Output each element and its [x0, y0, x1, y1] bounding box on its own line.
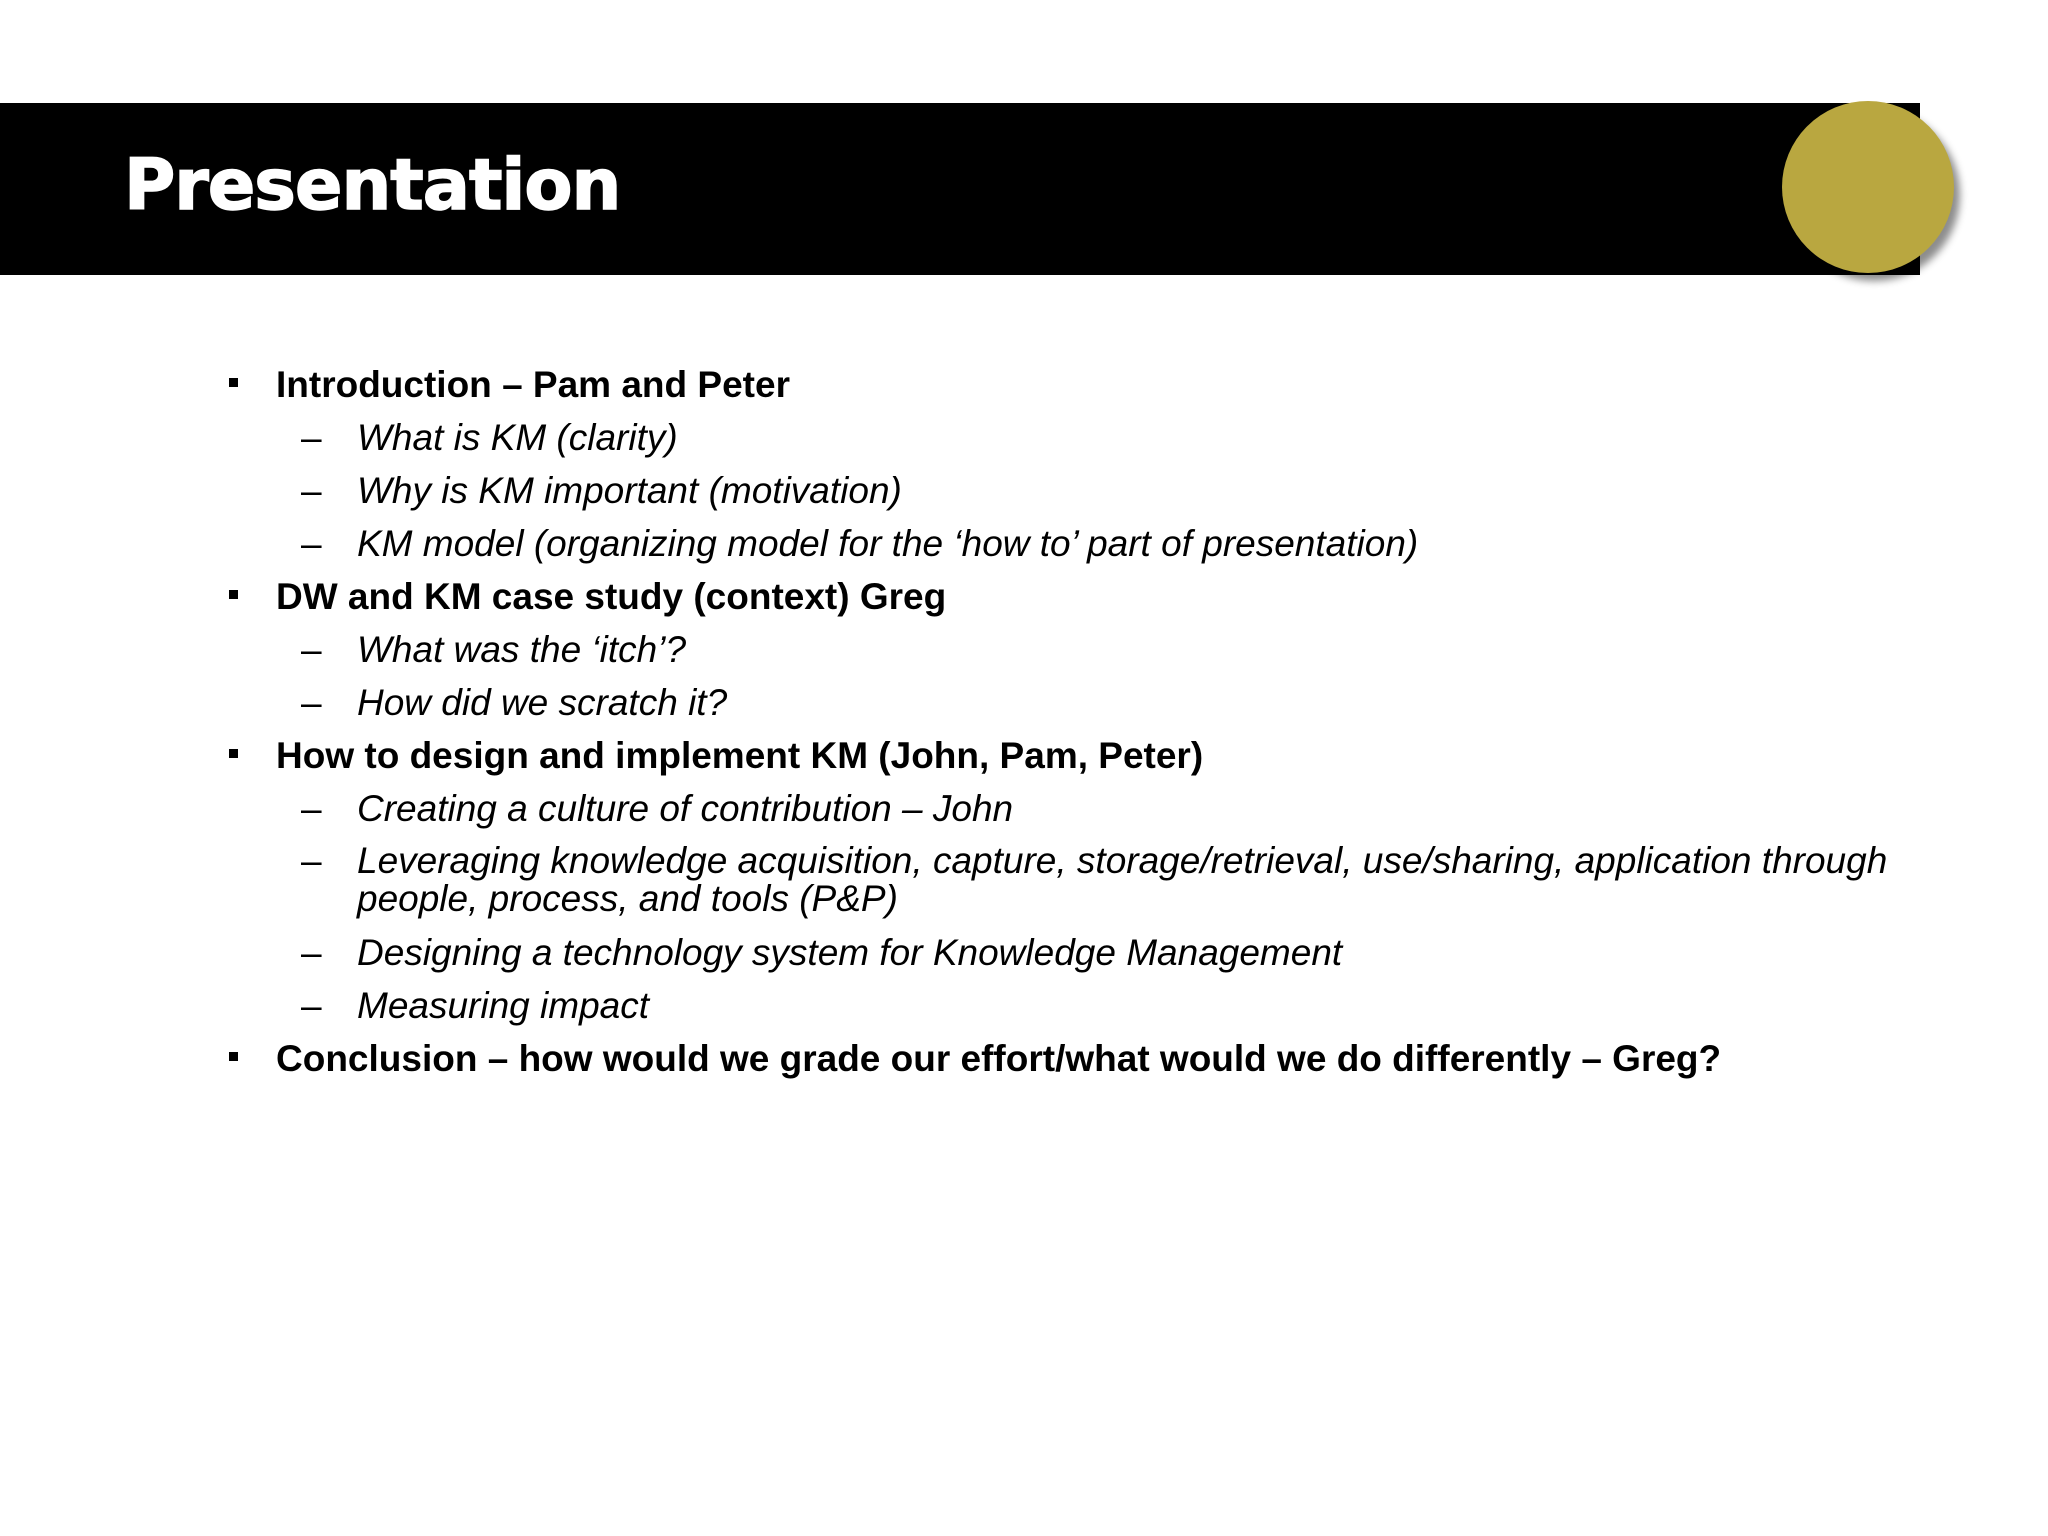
square-bullet-icon [229, 749, 238, 758]
sub-item [224, 517, 1904, 570]
bullet-text: How to design and implement KM (John, Pam, Peter) [276, 735, 1204, 776]
bullet-text: Conclusion – how would we grade our effort/what would we do differently – Greg? [276, 1038, 1722, 1079]
sub-item-text: Creating a culture of contribution – John [357, 788, 1014, 829]
bullet-item [224, 570, 1904, 623]
sub-item-text: KM model (organizing model for the ‘how to’ part of presentation) [357, 523, 1419, 564]
sub-item [224, 623, 1904, 676]
bullet-text: DW and KM case study (context) Greg [276, 576, 947, 617]
en-dash-icon: – [301, 523, 322, 564]
sub-item [224, 464, 1904, 517]
sub-item-text: Leveraging knowledge acquisition, capture, storage/retrieval, use/sharing, application through people, process, and tools (P&P) [357, 840, 1888, 919]
sub-item [224, 835, 1904, 926]
sub-item [224, 926, 1904, 979]
sub-item [224, 782, 1904, 835]
sub-item-text: Measuring impact [357, 985, 650, 1026]
bullet-item [224, 358, 1904, 411]
en-dash-icon: – [301, 682, 322, 723]
sub-item-text: What was the ‘itch’? [357, 629, 687, 670]
sub-item-text: What is KM (clarity) [357, 417, 678, 458]
sub-list [224, 782, 1904, 1032]
square-bullet-icon [229, 1052, 238, 1061]
square-bullet-icon [229, 590, 238, 599]
sub-item-text: How did we scratch it? [357, 682, 728, 723]
en-dash-icon: – [301, 417, 322, 458]
en-dash-icon: – [301, 985, 322, 1026]
sub-item [224, 676, 1904, 729]
square-bullet-icon [229, 378, 238, 387]
slide-title: Presentation [124, 144, 621, 226]
sub-list [224, 411, 1904, 570]
bullet-item [224, 1032, 1904, 1085]
sub-item-text: Why is KM important (motivation) [357, 470, 902, 511]
en-dash-icon: – [301, 470, 322, 511]
sub-item [224, 411, 1904, 464]
en-dash-icon: – [301, 840, 322, 881]
sub-item [224, 979, 1904, 1032]
bullet-text: Introduction – Pam and Peter [276, 364, 790, 405]
en-dash-icon: – [301, 788, 322, 829]
sub-list [224, 623, 1904, 729]
en-dash-icon: – [301, 932, 322, 973]
en-dash-icon: – [301, 629, 322, 670]
sub-item-text: Designing a technology system for Knowledge Management [357, 932, 1343, 973]
accent-circle [1782, 101, 1954, 273]
bullet-item [224, 729, 1904, 782]
bullet-list [224, 358, 1904, 1085]
